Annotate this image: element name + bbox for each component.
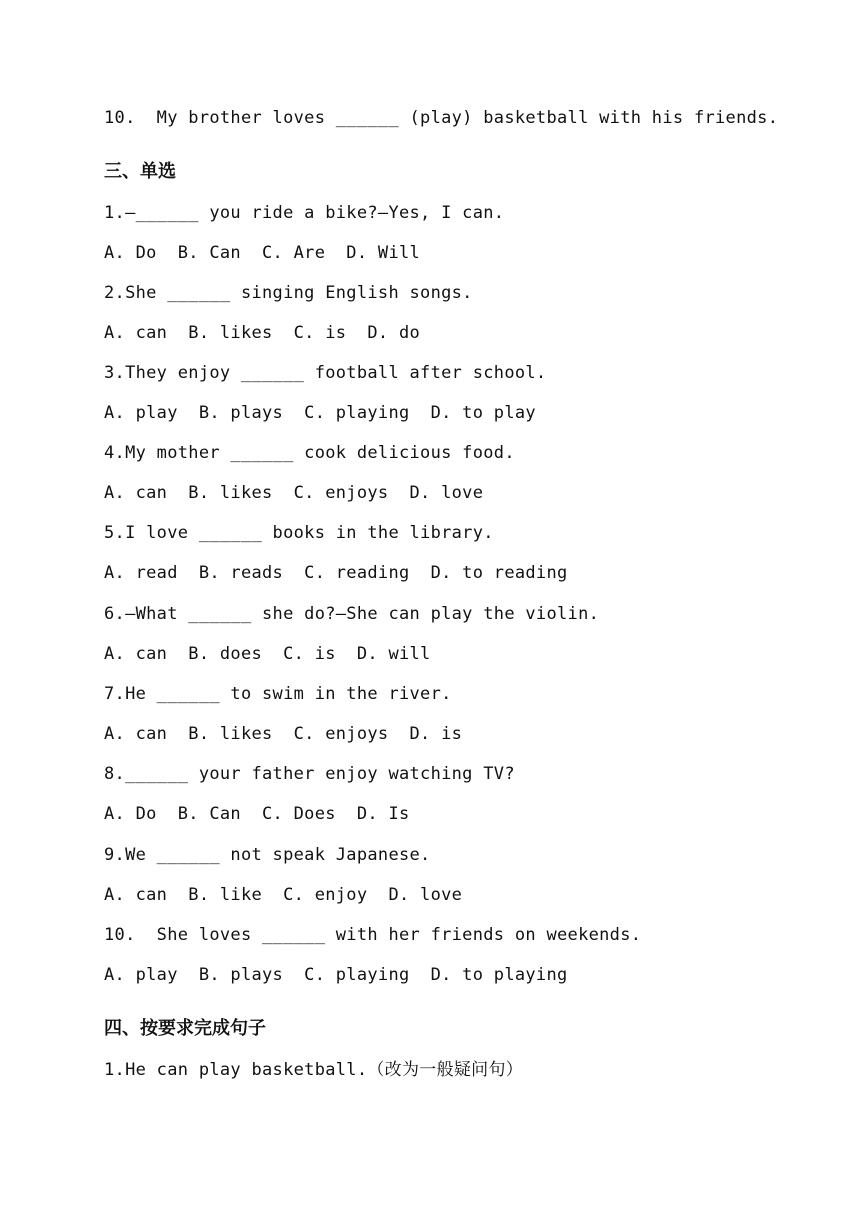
mc-question-2: 2.She ______ singing English songs. [104,283,473,303]
rewrite-question-1: 1.He can play basketball.（改为一般疑问句） [104,1060,524,1080]
mc-options-9: A. can B. like C. enjoy D. love [104,885,463,905]
mc-options-2: A. can B. likes C. is D. do [104,323,421,343]
mc-options-3: A. play B. plays C. playing D. to play [104,403,536,423]
question-10-fill-blank: 10. My brother loves ______ (play) basketball with his friends. [104,108,779,128]
section-3-heading: 三、单选 [104,161,176,182]
mc-options-1: A. Do B. Can C. Are D. Will [104,243,421,263]
mc-options-8: A. Do B. Can C. Does D. Is [104,804,410,824]
mc-question-9: 9.We ______ not speak Japanese. [104,845,431,865]
mc-question-3: 3.They enjoy ______ football after school. [104,363,547,383]
mc-question-4: 4.My mother ______ cook delicious food. [104,443,515,463]
mc-question-10: 10. She loves ______ with her friends on weekends. [104,925,642,945]
mc-options-5: A. read B. reads C. reading D. to reading [104,563,568,583]
mc-question-5: 5.I love ______ books in the library. [104,523,494,543]
mc-options-7: A. can B. likes C. enjoys D. is [104,724,463,744]
mc-question-8: 8.______ your father enjoy watching TV? [104,764,515,784]
mc-options-4: A. can B. likes C. enjoys D. love [104,483,484,503]
mc-options-10: A. play B. plays C. playing D. to playing [104,965,568,985]
mc-question-1: 1.—______ you ride a bike?—Yes, I can. [104,203,505,223]
section-4-heading: 四、按要求完成句子 [104,1018,266,1039]
mc-options-6: A. can B. does C. is D. will [104,644,431,664]
mc-question-7: 7.He ______ to swim in the river. [104,684,452,704]
mc-question-6: 6.—What ______ she do?—She can play the violin. [104,604,600,624]
